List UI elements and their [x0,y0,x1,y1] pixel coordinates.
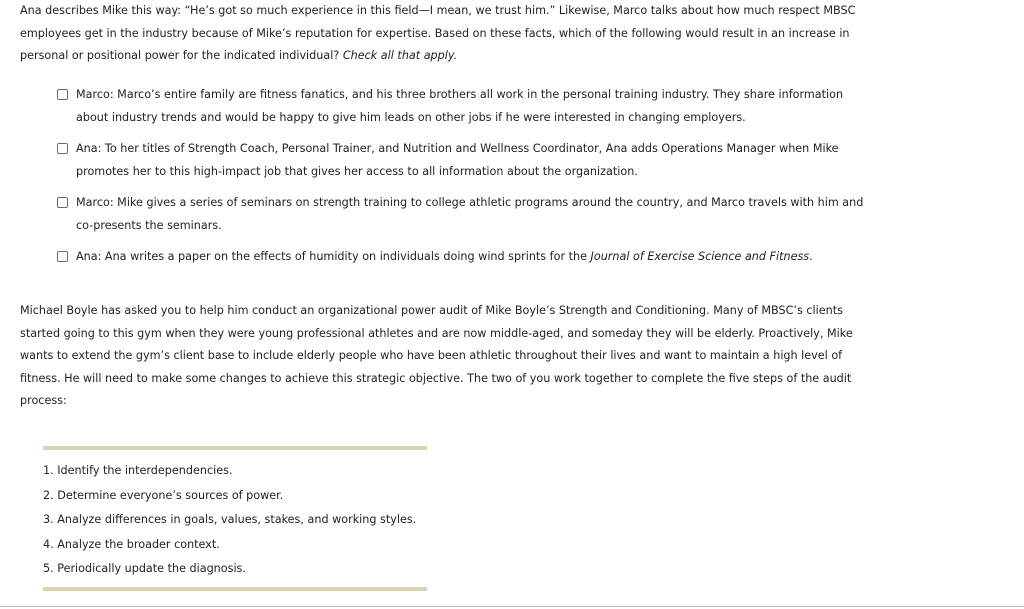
option-3[interactable] [57,192,877,237]
option-3-checkbox[interactable] [57,197,68,208]
question-body: Ana describes Mike this way: “He’s got so much experience in this field—I mean, we trust him.” Likewise, Marco talks about how much respect MBSC employees get in the industry because of Mike’s reputation for expertise. Based on these facts, which of the following would result in an increase in personal or positional power for the indicated individual? [20,4,856,62]
option-2-text[interactable]: Ana: To her titles of Strength Coach, Personal Trainer, and Nutrition and Wellness Coordinator, Ana adds Operations Manager when Mike promotes her to this high-impact job that gives her access to all information about the organization. [76,142,839,178]
option-1-text[interactable]: Marco: Marco’s entire family are fitness fanatics, and his three brothers all work in the personal training industry. They share information about industry trends and would be happy to give him leads on other jobs if he were interested in changing employers. [76,88,844,124]
scenario-text: Michael Boyle has asked you to help him conduct an organizational power audit of Mike Boyle’s Strength and Conditioning. Many of MBSC’s clients started going to this gym when they were young professional athletes and are now middle-aged, and someday they will be elderly. Proactively, Mike wants to extend the gym’s client base to include elderly people who have been athletic throughout their lives and want to maintain a high level of fitness. He will need to make some changes to achieve this strategic objective. The two of you work together to complete the five steps of the audit process: [20,304,853,407]
question-instruction: Check all that apply. [342,49,458,62]
answer-options [57,84,877,278]
option-4-checkbox[interactable] [57,251,68,262]
scenario-passage [20,300,880,413]
audit-step-4: 4. Analyze the broader context. [43,537,220,551]
question-text [20,0,890,68]
audit-step-5: 5. Periodically update the diagnosis. [43,562,246,575]
option-1-checkbox[interactable] [57,89,68,100]
audit-steps-box [43,446,427,591]
bottom-divider [43,587,427,591]
option-3-text[interactable]: Marco: Mike gives a series of seminars on strength training to college athletic programs around the country, and Marco travels with him and co-presents the seminars. [76,196,864,232]
audit-step-2: 2. Determine everyone’s sources of power. [43,488,284,502]
option-2-checkbox[interactable] [57,143,68,154]
option-4-text-start: Ana: Ana writes a paper on the effects of humidity on individuals doing wind sprints for the [76,250,587,263]
audit-step-3: 3. Analyze differences in goals, values, stakes, and working styles. [43,513,417,526]
audit-step-1: 1. Identify the interdependencies. [43,464,233,477]
option-2[interactable] [57,138,877,183]
question-prompt [20,0,890,68]
option-1[interactable] [57,84,877,129]
audit-steps-list [43,450,427,587]
option-4[interactable] [57,246,877,269]
page-bottom-border [0,606,1024,607]
option-4-text[interactable] [76,246,866,269]
option-4-text-end: . [809,250,813,263]
option-4-journal-title: Journal of Exercise Science and Fitness [590,250,810,263]
